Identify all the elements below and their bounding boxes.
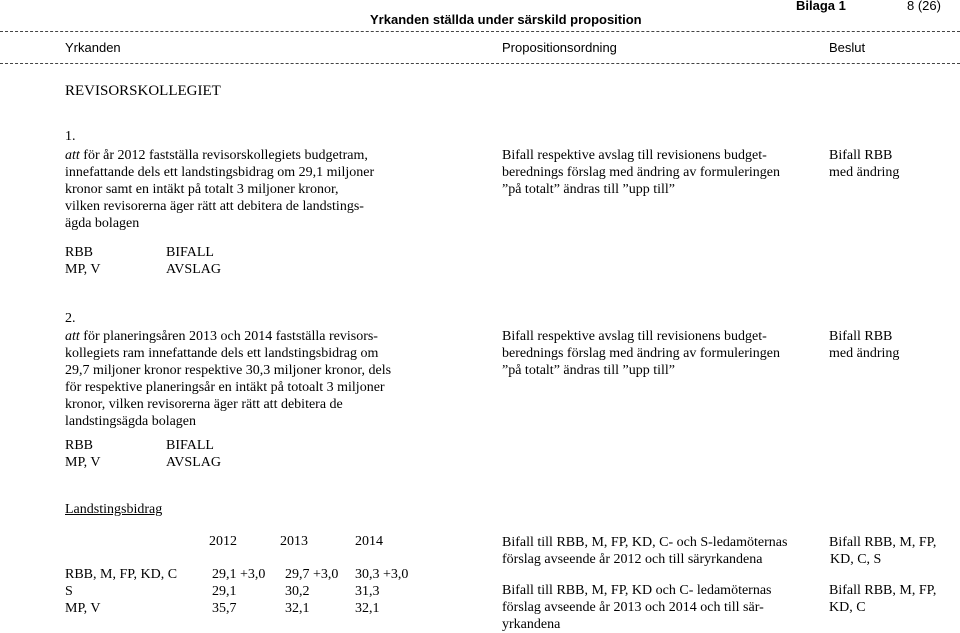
table-cell: 35,7 [212,601,237,616]
vote-result: AVSLAG [166,262,221,277]
table-cell: 29,1 [212,584,237,599]
text-line: ”på totalt” ändras till ”upp till” [502,363,675,378]
item2-text [65,328,391,430]
vote-party: RBB [65,438,94,453]
landstingsbidrag-beslut-2 [829,582,936,616]
att-word: att [65,148,80,163]
text-line: Bifall respektive avslag till revisionens budget- [502,329,767,344]
text-line: förslag avseende år 2013 och 2014 och till sär- [502,600,764,615]
text-line: ägda bolagen [65,216,140,231]
item1-votes [65,244,221,278]
text-line: med ändring [829,165,900,180]
page-number: 8 (26) [907,0,941,13]
text-line: Bifall RBB [829,148,893,163]
year-header: 2012 [209,534,237,549]
landstingsbidrag-beslut-1 [829,534,936,568]
text-line: för respektive planeringsår en intäkt på totoalt 3 miljoner [65,380,385,395]
text-line: Bifall RBB [829,329,893,344]
vote-result: BIFALL [166,438,214,453]
section-title: REVISORSKOLLEGIET [65,83,221,99]
landstingsbidrag-table [65,534,425,614]
table-cell: 29,7 +3,0 [285,567,339,582]
table-row-party: RBB, M, FP, KD, C [65,567,178,582]
page-title: Yrkanden ställda under särskild proposition [370,12,642,27]
table-cell: 31,3 [355,584,380,599]
text-line: berednings förslag med ändring av formuleringen [502,346,780,361]
vote-party: MP, V [65,455,101,470]
item2-proposition [502,328,780,379]
text-line: innefattande dels ett landstingsbidrag om 29,1 miljoner [65,165,375,180]
heading-text: Landstingsbidrag [65,502,163,517]
text-line: Bifall till RBB, M, FP, KD och C- ledamöternas [502,583,772,598]
column-header-yrkanden: Yrkanden [65,40,121,55]
text-line: Bifall RBB, M, FP, [829,583,937,598]
text-line: förslag avseende år 2012 och till säryrkandena [502,552,763,567]
landstingsbidrag-heading [65,502,162,518]
item1-text [65,147,374,232]
item2-votes [65,437,221,471]
text-line: Bifall till RBB, M, FP, KD, C- och S-ledamöternas [502,535,788,550]
text-line: med ändring [829,346,900,361]
text-line: 29,7 miljoner kronor respektive 30,3 miljoner kronor, dels [65,363,392,378]
text-line: Bifall RBB, M, FP, [829,535,937,550]
table-cell: 32,1 [355,601,380,616]
vote-result: BIFALL [166,245,214,260]
item1-beslut [829,147,899,181]
item2-beslut [829,328,899,362]
text-line: yrkandena [502,617,561,632]
column-header-propositionsordning: Propositionsordning [502,40,617,55]
text-line: för år 2012 fastställa revisorskollegiets budgetram, [79,148,368,163]
header-divider-top [0,31,960,32]
table-row-party: MP, V [65,601,101,616]
text-line: kronor, vilken revisorerna äger rätt att debitera de [65,397,343,412]
text-line: ”på totalt” ändras till ”upp till” [502,182,675,197]
year-header: 2013 [280,534,308,549]
text-line: berednings förslag med ändring av formuleringen [502,165,780,180]
table-cell: 30,3 +3,0 [355,567,409,582]
year-header: 2014 [355,534,383,549]
att-word: att [65,329,80,344]
vote-party: MP, V [65,262,101,277]
bilaga-label: Bilaga 1 [796,0,846,13]
text-line: KD, C, S [830,552,882,567]
table-row-party: S [65,584,73,599]
text-line: vilken revisorerna äger rätt att debitera de landstings- [65,199,364,214]
item1-proposition [502,147,780,198]
header-divider-bottom [0,63,960,64]
text-line: landstingsägda bolagen [65,414,197,429]
vote-result: AVSLAG [166,455,221,470]
landstingsbidrag-proposition-1 [502,534,787,568]
text-line: för planeringsåren 2013 och 2014 fastställa revisors- [79,329,378,344]
text-line: Bifall respektive avslag till revisionens budget- [502,148,767,163]
landstingsbidrag-proposition-2 [502,582,772,633]
item-number: 2. [65,311,76,326]
table-cell: 29,1 +3,0 [212,567,266,582]
text-line: kronor samt en intäkt på totalt 3 miljoner kronor, [65,182,339,197]
table-cell: 30,2 [285,584,310,599]
vote-party: RBB [65,245,94,260]
column-header-beslut: Beslut [829,40,866,55]
text-line: KD, C [829,600,866,615]
table-cell: 32,1 [285,601,310,616]
item-number: 1. [65,129,76,144]
text-line: kollegiets ram innefattande dels ett landstingsbidrag om [65,346,379,361]
